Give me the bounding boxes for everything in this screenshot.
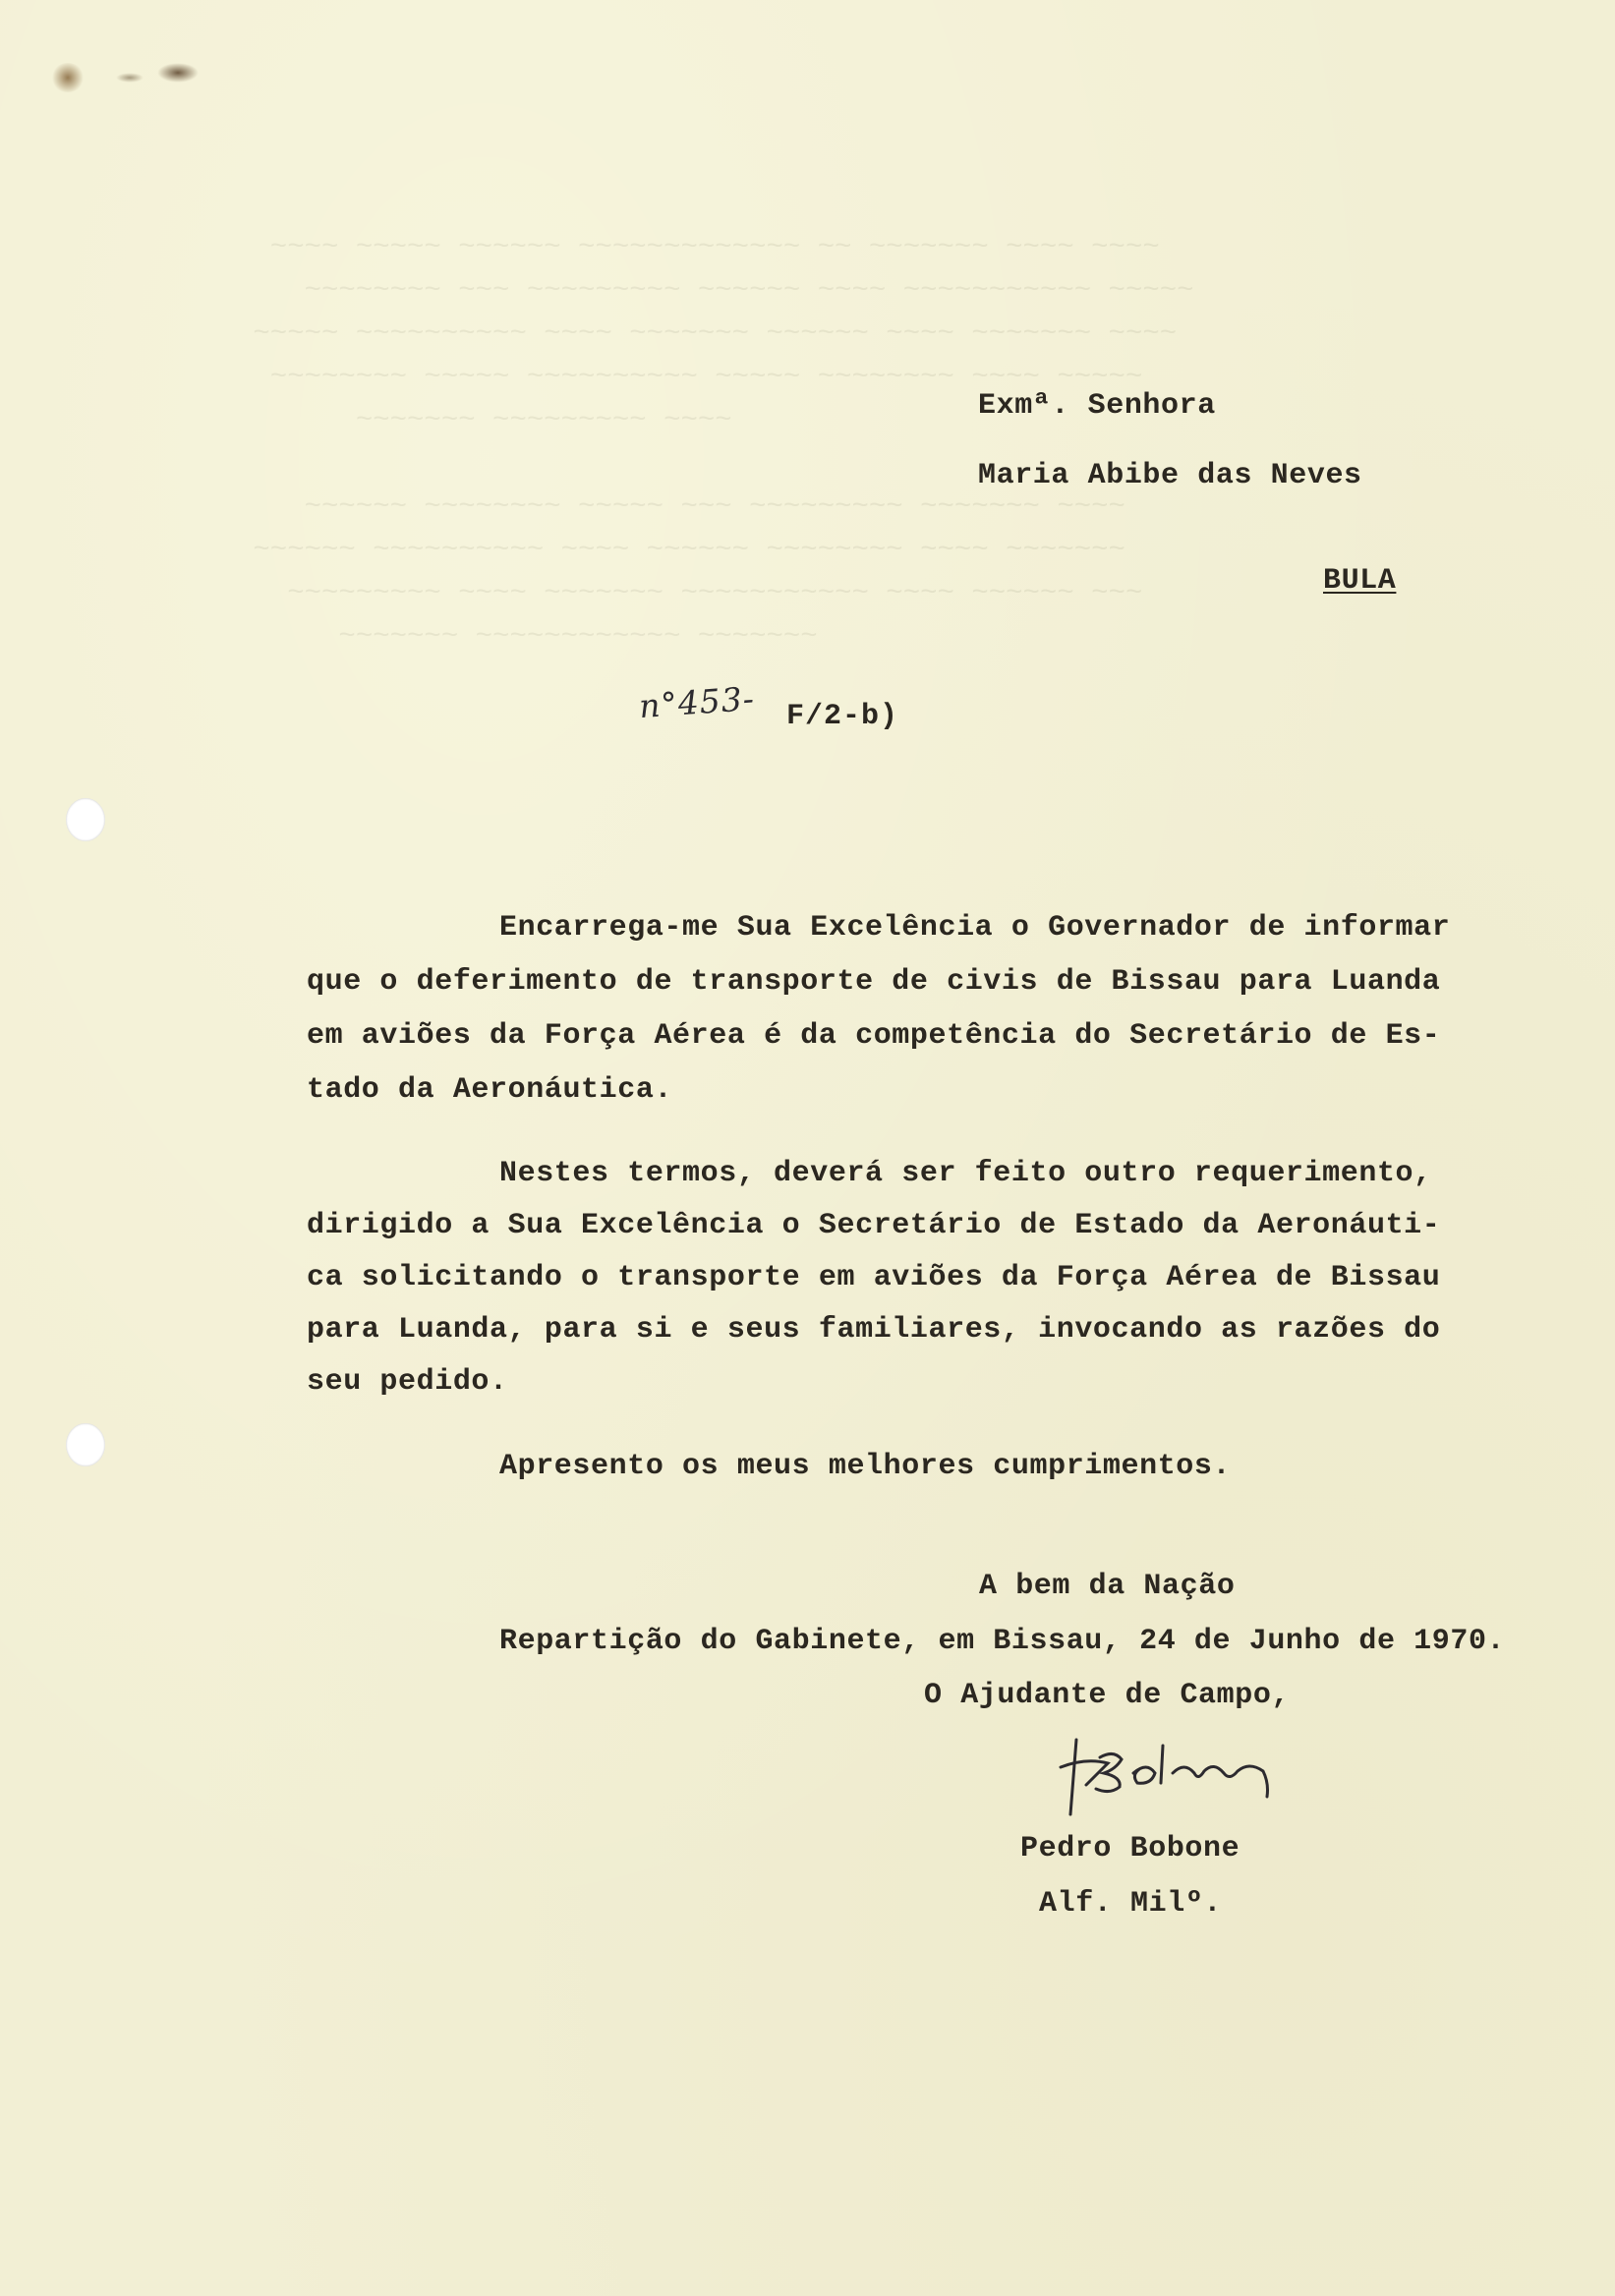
paragraph-1-line: que o deferimento de transporte de civis de Bissau para Luanda (307, 965, 1441, 999)
rust-stain (51, 63, 85, 92)
paragraph-2-line: seu pedido. (307, 1365, 508, 1399)
signer-rank: Alf. Milº. (1039, 1887, 1223, 1921)
punch-hole (66, 1423, 105, 1466)
paragraph-1-line: em aviões da Força Aérea é da competência do Secretário de Es- (307, 1019, 1441, 1053)
place-and-date: Repartição do Gabinete, em Bissau, 24 de Junho de 1970. (499, 1625, 1506, 1658)
paragraph-2-line: Nestes termos, deverá ser feito outro requerimento, (499, 1157, 1432, 1190)
reverse-side-bleed-through: ~~~~ ~~~~~ ~~~~~~ ~~~~~~~~~~~~~ ~~ ~~~~~~~ ~~~~ ~~~~ ~~~~~~~~ ~~~ ~~~~~~~~~ ~~~~~~ ~~~~ ~~~~~~~~~~~ ~~~~~ ~~~~~ ~~~~~~~~~~ ~~~~ ~~~~~~~ ~~~~~~ ~~~~ ~~~~~~~ ~~~~ ~~~~~~~~ ~~~~~ ~~~~~~~~~~ ~~~~~ ~~~~~~~~ ~~~~ ~~~~~ ~~~~~~~ ~~~~~~~~~ ~~~~ ~~~~~~ ~~~~~~~~ ~~~~~ ~~~ ~~~~~~~~~ ~~~~~~~ ~~~~ ~~~~~~ ~~~~~~~~~~ ~~~~ ~~~~~~ ~~~~~~~~ ~~~~ ~~~~~~~ ~~~~~~~~~ ~~~~ ~~~~~~~ ~~~~~~~~~~~ ~~~~ ~~~~~~ ~~~ ~~~~~~~ ~~~~~~~~~~~~ ~~~~~~~ (253, 231, 1194, 653)
ink-smudge (116, 73, 144, 83)
addressee-location: BULA (1323, 564, 1397, 598)
paragraph-1-line: tado da Aeronáutica. (307, 1073, 673, 1107)
punch-hole (66, 798, 105, 841)
paragraph-2-line: dirigido a Sua Excelência o Secretário de Estado da Aeronáuti- (307, 1209, 1441, 1242)
reference-code: F/2-b) (786, 700, 899, 733)
paragraph-1-line: Encarrega-me Sua Excelência o Governador de informar (499, 911, 1451, 945)
handwritten-reference-number: n°453- (637, 678, 757, 726)
ink-stain (157, 63, 199, 83)
paragraph-2-line: ca solicitando o transporte em aviões da Força Aérea de Bissau (307, 1261, 1441, 1294)
addressee-salutation: Exmª. Senhora (978, 389, 1216, 423)
signer-role: O Ajudante de Campo, (924, 1679, 1291, 1712)
signer-name: Pedro Bobone (1020, 1832, 1240, 1866)
paragraph-2-line: para Luanda, para si e seus familiares, invocando as razões do (307, 1313, 1441, 1347)
handwritten-signature (1057, 1728, 1283, 1821)
closing-line: Apresento os meus melhores cumprimentos. (499, 1450, 1232, 1483)
addressee-name: Maria Abibe das Neves (978, 459, 1362, 492)
motto: A bem da Nação (979, 1570, 1236, 1603)
